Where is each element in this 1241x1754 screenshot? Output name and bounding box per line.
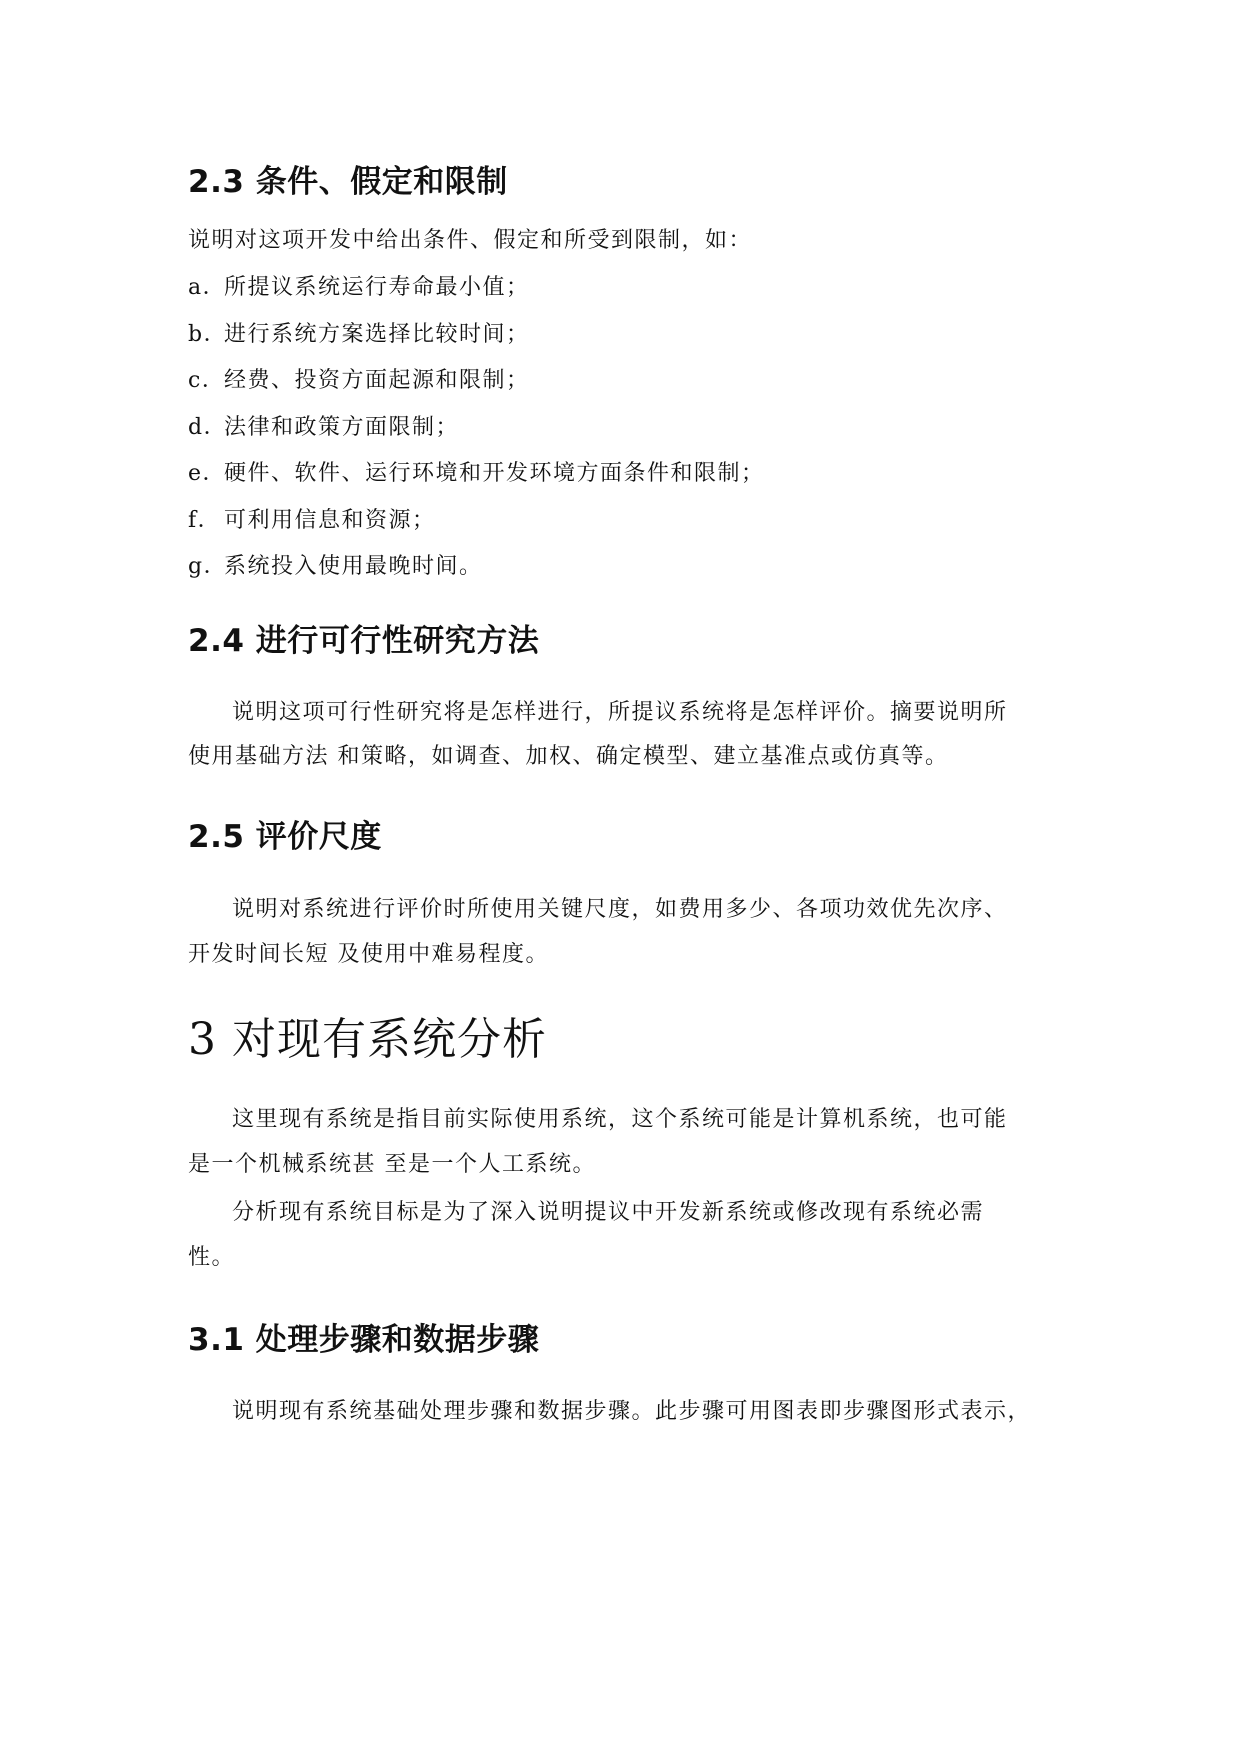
list-item-marker: g． bbox=[188, 554, 228, 579]
list-item-text: 经费、投资方面起源和限制； bbox=[224, 368, 530, 393]
list-item-text: 进行系统方案选择比较时间； bbox=[224, 322, 530, 347]
list-item-marker: d． bbox=[188, 415, 228, 440]
list-item bbox=[188, 552, 483, 582]
section-3-1-paragraph-line: 说明现有系统基础处理步骤和数据步骤。此步骤可用图表即步骤图形式表示， bbox=[232, 1399, 1032, 1424]
list-item-marker: e． bbox=[188, 461, 227, 486]
list-item bbox=[188, 366, 530, 396]
list-item bbox=[188, 413, 459, 443]
list-item bbox=[188, 506, 436, 536]
section-heading-2-5: 2.5 评价尺度 bbox=[188, 819, 382, 855]
section-2-3-intro: 说明对这项开发中给出条件、假定和所受到限制，如： bbox=[188, 228, 753, 253]
list-item-marker: c． bbox=[188, 368, 226, 393]
section-3-paragraph-line: 是一个机械系统甚 至是一个人工系统。 bbox=[188, 1152, 596, 1177]
list-item-marker: a． bbox=[188, 275, 227, 300]
list-item bbox=[188, 320, 530, 350]
list-item-text: 硬件、软件、运行环境和开发环境方面条件和限制； bbox=[224, 461, 765, 486]
section-heading-2-3: 2.3 条件、假定和限制 bbox=[188, 164, 508, 200]
list-item-text: 系统投入使用最晚时间。 bbox=[224, 554, 483, 579]
section-3-paragraph-line: 分析现有系统目标是为了深入说明提议中开发新系统或修改现有系统必需 bbox=[232, 1200, 985, 1225]
list-item-text: 可利用信息和资源； bbox=[224, 508, 436, 533]
list-item-text: 所提议系统运行寿命最小值； bbox=[224, 275, 530, 300]
section-2-4-paragraph-line: 说明这项可行性研究将是怎样进行，所提议系统将是怎样评价。摘要说明所 bbox=[232, 700, 1008, 725]
section-heading-2-4: 2.4 进行可行性研究方法 bbox=[188, 623, 540, 659]
list-item-marker: b． bbox=[188, 322, 228, 347]
list-item bbox=[188, 273, 530, 303]
list-item-text: 法律和政策方面限制； bbox=[224, 415, 460, 440]
list-item bbox=[188, 459, 765, 489]
section-2-5-paragraph-line: 说明对系统进行评价时所使用关键尺度，如费用多少、各项功效优先次序、 bbox=[232, 897, 1008, 922]
section-3-paragraph-line: 性。 bbox=[188, 1245, 236, 1270]
list-item-marker: f． bbox=[188, 508, 222, 533]
section-2-5-paragraph-line: 开发时间长短 及使用中难易程度。 bbox=[188, 942, 549, 967]
section-2-4-paragraph-line: 使用基础方法 和策略，如调查、加权、确定模型、建立基准点或仿真等。 bbox=[188, 744, 949, 769]
section-3-paragraph-line: 这里现有系统是指目前实际使用系统，这个系统可能是计算机系统，也可能 bbox=[232, 1107, 1008, 1132]
section-heading-3-1: 3.1 处理步骤和数据步骤 bbox=[188, 1322, 540, 1358]
chapter-heading-3: 3 对现有系统分析 bbox=[188, 1014, 547, 1065]
